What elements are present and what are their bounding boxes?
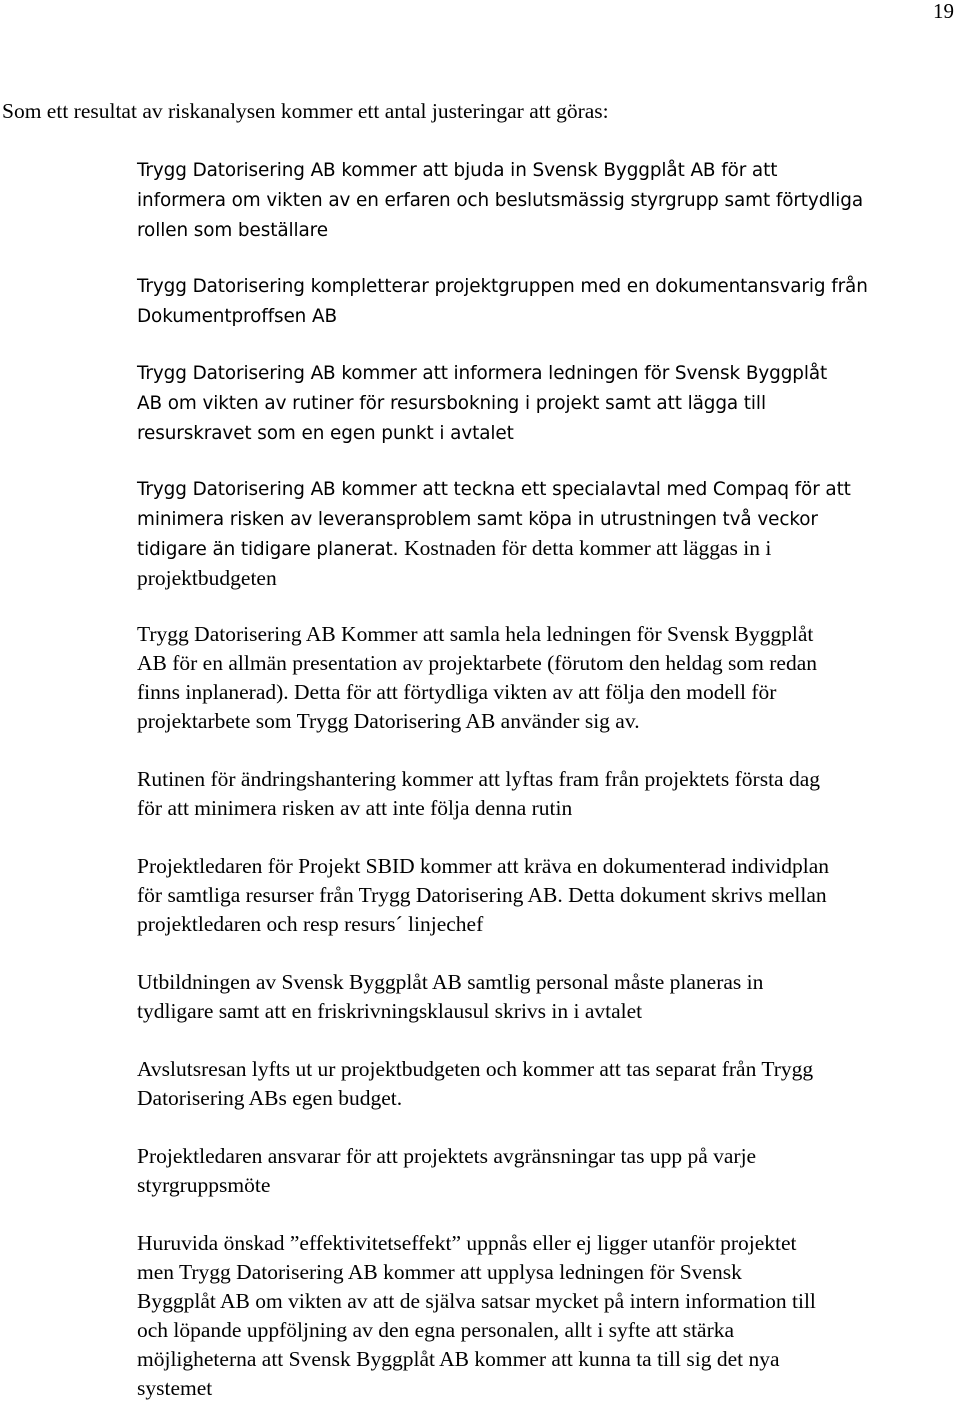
text-line: [137, 1142, 756, 1171]
paragraph-7: [137, 852, 829, 939]
text-run: rollen som beställare: [137, 220, 328, 241]
text-line: [137, 1374, 816, 1403]
text-run: Utbildningen av Svensk Byggplåt AB samtlig personal måste planeras in: [137, 970, 764, 994]
text-line: [137, 997, 763, 1026]
text-line: [137, 1316, 816, 1345]
text-line: [137, 418, 827, 448]
text-run: Trygg Datorisering AB kommer att teckna ett specialavtal med Compaq för att: [137, 479, 851, 500]
text-line: [137, 765, 820, 794]
text-line: [137, 649, 817, 678]
text-run: styrgruppsmöte: [137, 1173, 271, 1197]
text-run: men Trygg Datorisering AB kommer att upplysa ledningen för Svensk: [137, 1260, 742, 1284]
text-line: [137, 1258, 816, 1287]
text-run: tydligare samt att en friskrivningsklausul skrivs in i avtalet: [137, 999, 643, 1023]
text-run: Huruvida önskad ”effektivitetseffekt” uppnås eller ej ligger utanför projektet: [137, 1231, 797, 1255]
text-run: Datorisering ABs egen budget.: [137, 1086, 403, 1110]
text-run: och löpande uppföljning av den egna personalen, allt i syfte att stärka: [137, 1318, 735, 1342]
text-run: tidigare än tidigare planerat.: [137, 539, 405, 560]
text-line: [137, 301, 868, 331]
text-run: AB om vikten av rutiner för resursbokning i projekt samt att lägga till: [137, 393, 766, 414]
intro-sentence: Som ett resultat av riskanalysen kommer ett antal justeringar att göras:: [2, 99, 609, 123]
text-run: Kostnaden för detta kommer att läggas in i: [404, 536, 772, 560]
text-run: projektarbete som Trygg Datorisering AB använder sig av.: [137, 709, 640, 733]
text-run: Avslutsresan lyfts ut ur projektbudgeten och kommer att tas separat från Trygg: [137, 1057, 814, 1081]
text-run: Trygg Datorisering kompletterar projektgruppen med en dokumentansvarig från: [137, 276, 868, 297]
text-run: Projektledaren för Projekt SBID kommer att kräva en dokumenterad individplan: [137, 854, 829, 878]
text-run: Trygg Datorisering AB Kommer att samla hela ledningen för Svensk Byggplåt: [137, 622, 814, 646]
text-line: [137, 1345, 816, 1374]
text-run: Byggplåt AB om vikten av att de själva satsar mycket på intern information till: [137, 1289, 816, 1313]
paragraph-9: [137, 1055, 813, 1113]
text-line: [137, 271, 868, 301]
text-line: [137, 678, 817, 707]
text-run: AB för en allmän presentation av projektarbete (förutom den heldag som redan: [137, 651, 818, 675]
text-run: för samtliga resurser från Trygg Datorisering AB. Detta dokument skrivs mellan: [137, 883, 827, 907]
page-number: 19: [933, 0, 954, 23]
text-line: [137, 358, 827, 388]
text-run: projektledaren och resp resurs´ linjechef: [137, 912, 484, 936]
text-line: [137, 504, 851, 534]
text-line: [137, 1055, 813, 1084]
text-line: [137, 185, 863, 215]
paragraph-6: [137, 765, 820, 823]
text-run: Projektledaren ansvarar för att projektets avgränsningar tas upp på varje: [137, 1144, 757, 1168]
paragraph-5: [137, 620, 817, 736]
text-line: [137, 910, 829, 939]
text-line: [137, 620, 817, 649]
text-line: [137, 1171, 756, 1200]
text-run: minimera risken av leveransproblem samt köpa in utrustningen två veckor: [137, 509, 818, 530]
text-line: [137, 564, 851, 593]
text-line: [137, 388, 827, 418]
text-run: informera om vikten av en erfaren och beslutsmässig styrgrupp samt förtydliga: [137, 190, 864, 211]
text-run: Trygg Datorisering AB kommer att bjuda in Svensk Byggplåt AB för att: [137, 160, 778, 181]
paragraph-3: [137, 358, 827, 448]
text-run: Trygg Datorisering AB kommer att informera ledningen för Svensk Byggplåt: [137, 363, 828, 384]
text-line: [137, 707, 817, 736]
text-run: projektbudgeten: [137, 566, 277, 590]
text-run: finns inplanerad). Detta för att förtydliga vikten av att följa den modell för: [137, 680, 777, 704]
paragraph-11: [137, 1229, 816, 1403]
text-line: [137, 1229, 816, 1258]
text-line: [137, 534, 851, 564]
text-run: Rutinen för ändringshantering kommer att lyftas fram från projektets första dag: [137, 767, 821, 791]
text-line: [137, 852, 829, 881]
text-line: [137, 155, 863, 185]
text-line: [137, 968, 763, 997]
text-run: Dokumentproffsen AB: [137, 306, 337, 327]
paragraph-10: [137, 1142, 756, 1200]
text-line: [137, 1084, 813, 1113]
text-run: möjligheterna att Svensk Byggplåt AB kommer att kunna ta till sig det nya: [137, 1347, 780, 1371]
paragraph-2: [137, 271, 868, 331]
text-line: [137, 474, 851, 504]
text-run: systemet: [137, 1376, 213, 1400]
text-line: [137, 215, 863, 245]
paragraph-8: [137, 968, 763, 1026]
paragraph-1: [137, 155, 863, 245]
text-line: [137, 794, 820, 823]
text-line: [137, 881, 829, 910]
text-run: för att minimera risken av att inte följa denna rutin: [137, 796, 573, 820]
text-run: resurskravet som en egen punkt i avtalet: [137, 423, 514, 444]
text-line: [137, 1287, 816, 1316]
paragraph-4: [137, 474, 851, 593]
